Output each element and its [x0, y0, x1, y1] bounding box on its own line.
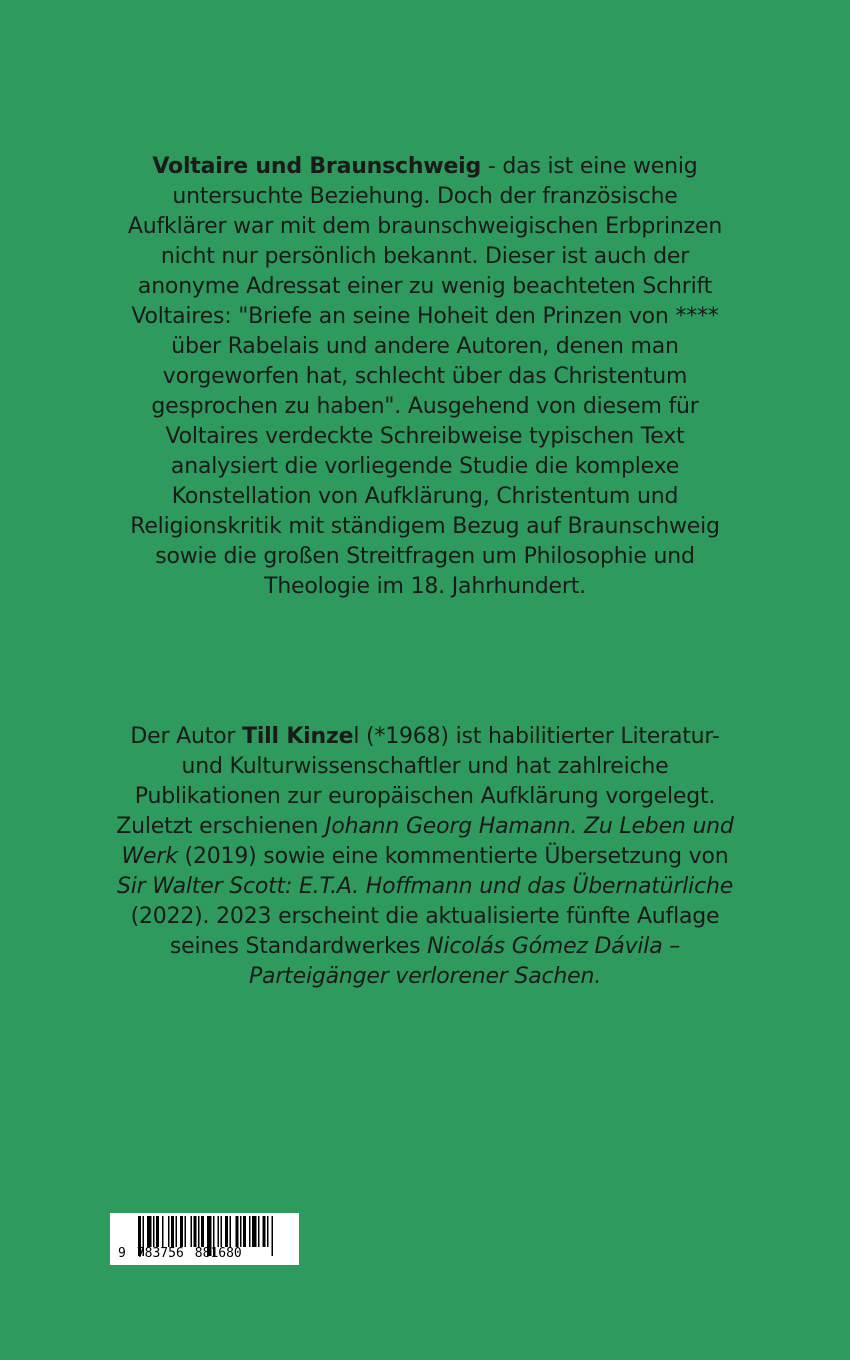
bio-line: Publikationen zur europäischen Aufklärung vorgelegt. — [134, 784, 716, 809]
barcode-bar — [236, 1216, 239, 1247]
barcode-bar — [147, 1216, 152, 1247]
blurb-voltaire — [96, 152, 754, 602]
blurb-line — [96, 152, 754, 182]
text: Der Autor — [130, 724, 243, 749]
bio-line — [96, 842, 754, 872]
barcode-bar — [153, 1216, 155, 1247]
blurb-line: Aufklärer war mit dem braunschweigischen Erbprinzen — [127, 214, 723, 239]
blurb-line: Konstellation von Aufklärung, Christentum und — [171, 484, 679, 509]
text: - das ist eine wenig — [481, 154, 698, 179]
book-title: Sir Walter Scott: E.T.A. Hoffmann und das Übernatürliche — [116, 874, 734, 899]
bio-line — [96, 932, 754, 962]
author-bio — [96, 722, 754, 992]
bio-line — [96, 722, 754, 752]
blurb-line: untersuchte Beziehung. Doch der französische — [172, 184, 678, 209]
barcode-bar — [225, 1216, 228, 1247]
isbn-digits — [110, 1246, 307, 1261]
barcode-bar — [171, 1216, 174, 1247]
barcode-bar — [194, 1216, 197, 1247]
barcode-bar — [249, 1216, 251, 1247]
barcode-bar — [168, 1216, 170, 1247]
blurb-line: sowie die großen Streitfragen um Philosophie und — [155, 544, 695, 569]
barcode-bar — [243, 1216, 246, 1247]
barcode-bar — [240, 1216, 242, 1247]
bio-line — [96, 962, 754, 992]
blurb-line: analysiert die vorliegende Studie die komplexe — [170, 454, 680, 479]
blurb-line: gesprochen zu haben". Ausgehend von diesem für — [151, 394, 699, 419]
bio-line: (2022). 2023 erscheint die aktualisierte fünfte Auflage — [130, 904, 720, 929]
blurb-line: nicht nur persönlich bekannt. Dieser ist auch der — [160, 244, 690, 269]
isbn-first-digit: 9 — [118, 1246, 126, 1261]
barcode-bar — [185, 1216, 187, 1247]
barcode-bar — [218, 1216, 220, 1247]
blurb-line: anonyme Adressat einer zu wenig beachteten Schrift — [137, 274, 713, 299]
barcode-bar — [198, 1216, 200, 1247]
barcode-bar — [201, 1216, 204, 1247]
barcode-bar — [156, 1216, 159, 1247]
barcode-bar — [230, 1216, 232, 1247]
blurb-line: Theologie im 18. Jahrhundert. — [264, 574, 586, 599]
barcode-bar — [176, 1216, 178, 1247]
title-bold: Voltaire und Braunschweig — [152, 154, 482, 179]
text: l (*1968) ist habilitierter Literatur- — [353, 724, 720, 749]
bio-line — [96, 872, 754, 902]
barcode-bar — [162, 1216, 164, 1247]
barcode-bar — [221, 1216, 223, 1247]
bio-line — [96, 812, 754, 842]
barcode-bar — [252, 1216, 257, 1247]
text: seines Standardwerkes — [169, 934, 428, 959]
barcode-bar — [258, 1216, 260, 1247]
barcode-bar — [263, 1216, 266, 1247]
barcode-bar — [191, 1216, 193, 1247]
text: Zuletzt erschienen — [116, 814, 326, 839]
isbn-right-group: 881680 — [194, 1246, 242, 1261]
isbn-left-group: 783756 — [136, 1246, 184, 1261]
bio-line: und Kulturwissenschaftler und hat zahlreiche — [181, 754, 669, 779]
book-title: Werk — [121, 844, 178, 869]
blurb-line: vorgeworfen hat, schlecht über das Christentum — [162, 364, 688, 389]
author-name: Till Kinze — [242, 724, 354, 749]
blurb-line: Religionskritik mit ständigem Bezug auf Braunschweig — [130, 514, 720, 539]
blurb-line: Voltaires verdeckte Schreibweise typischen Text — [165, 424, 685, 449]
barcode-bar — [180, 1216, 183, 1247]
book-title: Nicolás Gómez Dávila – — [427, 934, 681, 959]
book-title: Parteigänger verlorener Sachen. — [248, 964, 602, 989]
blurb-line: über Rabelais und andere Autoren, denen man — [171, 334, 679, 359]
book-title: Johann Georg Hamann. Zu Leben und — [325, 814, 734, 839]
blurb-line: Voltaires: "Briefe an seine Hoheit den Prinzen von **** — [131, 304, 719, 329]
isbn-barcode — [110, 1213, 299, 1265]
barcode-bar — [267, 1216, 269, 1247]
text: (2019) sowie eine kommentierte Übersetzung von — [177, 844, 729, 869]
